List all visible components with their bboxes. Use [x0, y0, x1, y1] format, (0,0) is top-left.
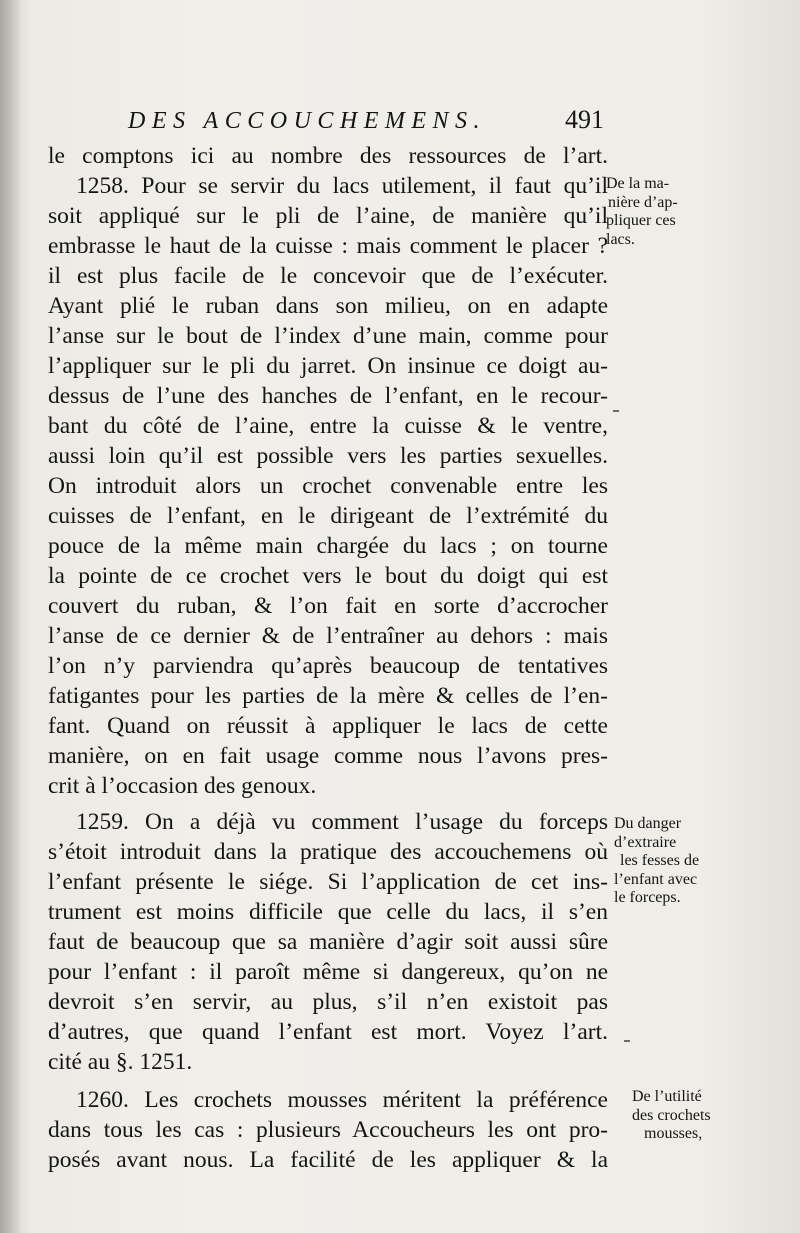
- margin-note-line: l’enfant avec: [614, 870, 698, 888]
- margin-note-crochets: [632, 1088, 711, 1144]
- text-line: la pointe de ce crochet vers le bout du doigt qui est: [48, 563, 608, 589]
- text-line: l’appliquer sur le pli du jarret. On insinue ce doigt au-: [48, 353, 608, 379]
- margin-mark: [624, 1040, 630, 1042]
- binding-shadow: [0, 0, 22, 1233]
- text-line: couvert du ruban, & l’on fait en sorte d’accrocher: [48, 593, 608, 619]
- text-line: l’anse sur le bout de l’index d’une main, comme pour: [48, 323, 608, 349]
- text-line: cité au §. 1251.: [48, 1049, 193, 1075]
- running-title: DES ACCOUCHEMENS.: [128, 108, 487, 134]
- margin-note-line: nière d’ap-: [608, 193, 678, 211]
- margin-note-line: pliquer ces: [606, 212, 676, 229]
- text-line: il est plus facile de le concevoir que de l’exécuter.: [48, 263, 608, 289]
- margin-note-lacs: [606, 175, 678, 249]
- text-line: embrasse le haut de la cuisse : mais comment le placer ?: [48, 233, 608, 259]
- margin-note-line: le forceps.: [614, 889, 681, 906]
- text-line: cuisses de l’enfant, en le dirigeant de l’extrémité du: [48, 503, 608, 529]
- text-line: s’étoit introduit dans la pratique des accouchemens où: [48, 839, 608, 865]
- text-line: l’anse de ce dernier & de l’entraîner au dehors : mais: [48, 623, 608, 649]
- text-line: pour l’enfant : il paroît même si dangereux, qu’on ne: [48, 959, 608, 985]
- margin-note-line: lacs.: [606, 230, 635, 248]
- text-line: dans tous les cas : plusieurs Accoucheurs les ont pro-: [48, 1117, 608, 1143]
- text-line: soit appliqué sur le pli de l’aine, de manière qu’il: [48, 203, 608, 229]
- margin-note-line: d’extraire: [614, 833, 677, 851]
- text-line: l’enfant présente le siége. Si l’application de cet ins-: [48, 869, 608, 895]
- text-line: 1258. Pour se servir du lacs utilement, il faut qu’il: [76, 173, 608, 199]
- margin-note-line: les fesses de: [620, 852, 700, 869]
- text-line: On introduit alors un crochet convenable entre les: [48, 473, 608, 499]
- text-line: 1259. On a déjà vu comment l’usage du forceps: [76, 809, 608, 835]
- text-line: manière, on en fait usage comme nous l’avons pres-: [48, 743, 608, 769]
- margin-note-line: De la ma-: [606, 175, 670, 192]
- margin-mark: [613, 410, 619, 412]
- text-line: l’on n’y parviendra qu’après beaucoup de tentatives: [48, 653, 608, 679]
- text-line: devroit s’en servir, au plus, s’il n’en existoit pas: [48, 989, 608, 1015]
- margin-note-line: De l’utilité: [632, 1088, 702, 1105]
- text-line: aussi loin qu’il est possible vers les parties sexuelles.: [48, 443, 608, 469]
- text-line: 1260. Les crochets mousses méritent la préférence: [76, 1087, 608, 1113]
- text-line: pouce de la même main chargée du lacs ; on tourne: [48, 533, 608, 559]
- text-line: Ayant plié le ruban dans son milieu, on en adapte: [48, 293, 608, 319]
- margin-note-forceps: [614, 815, 699, 908]
- text-line: fant. Quand on réussit à appliquer le lacs de cette: [48, 713, 608, 739]
- text-line: posés avant nous. La facilité de les appliquer & la: [48, 1147, 608, 1173]
- text-line: fatigantes pour les parties de la mère & celles de l’en-: [48, 683, 608, 709]
- text-line: crit à l’occasion des genoux.: [48, 773, 317, 799]
- body-text: [48, 141, 608, 1175]
- text-line: d’autres, que quand l’enfant est mort. Voyez l’art.: [48, 1019, 608, 1045]
- margin-note-line: mousses,: [644, 1125, 703, 1142]
- text-line: bant du côté de l’aine, entre la cuisse & le ventre,: [48, 413, 608, 439]
- margin-note-line: Du danger: [614, 815, 682, 832]
- text-line: trument est moins difficile que celle du lacs, il s’en: [48, 899, 608, 925]
- margin-note-line: des crochets: [632, 1106, 711, 1124]
- text-line: le comptons ici au nombre des ressources de l’art.: [48, 143, 608, 169]
- page-header: [128, 105, 604, 141]
- page-number: 491: [565, 105, 604, 134]
- text-line: faut de beaucoup que sa manière d’agir soit aussi sûre: [48, 929, 608, 955]
- text-line: dessus de l’une des hanches de l’enfant, en le recour-: [48, 383, 608, 409]
